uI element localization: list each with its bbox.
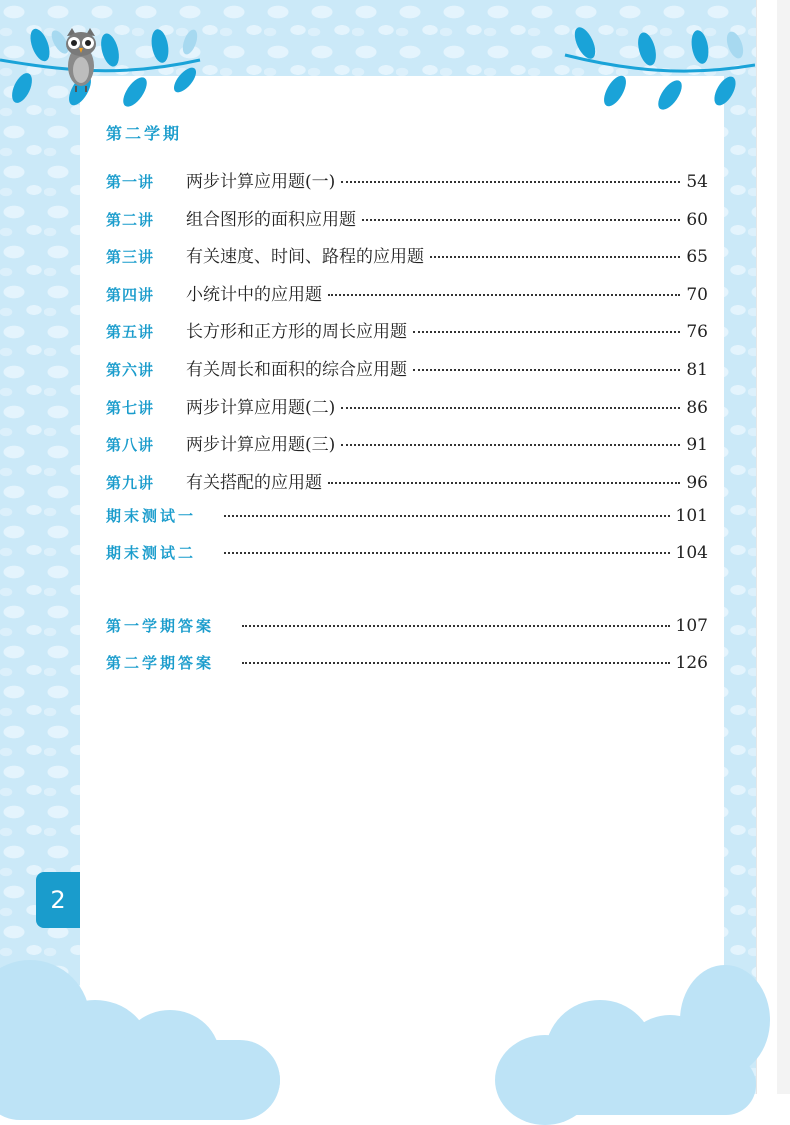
toc-leader xyxy=(362,209,680,221)
toc-leader xyxy=(341,171,680,183)
toc-page-number: 126 xyxy=(675,653,708,673)
leaf-branch-icon xyxy=(0,20,220,115)
toc-lecture-label: 第四讲 xyxy=(106,286,155,304)
toc-leader xyxy=(242,652,670,664)
toc-page-number: 81 xyxy=(686,360,708,380)
toc-row[interactable] xyxy=(106,468,708,492)
toc-page-number: 91 xyxy=(686,435,708,455)
toc-row[interactable] xyxy=(106,205,708,229)
toc-page-number: 65 xyxy=(686,247,708,267)
toc-title: 有关搭配的应用题 xyxy=(186,473,322,493)
toc-row[interactable] xyxy=(106,393,708,417)
toc-lecture-label: 第五讲 xyxy=(106,323,155,341)
toc-title: 长方形和正方形的周长应用题 xyxy=(186,322,407,342)
toc-row[interactable] xyxy=(106,652,708,676)
toc-leader xyxy=(413,359,680,371)
toc-lecture-label: 第九讲 xyxy=(106,474,155,492)
toc-row[interactable] xyxy=(106,615,708,639)
toc-title: 有关周长和面积的综合应用题 xyxy=(186,360,407,380)
cloud-icon xyxy=(0,1040,280,1120)
toc-page-number: 76 xyxy=(686,322,708,342)
toc-lecture-label: 第八讲 xyxy=(106,436,155,454)
toc-page-number: 104 xyxy=(675,543,708,563)
toc-lecture-label: 第二讲 xyxy=(106,211,155,229)
page-edge xyxy=(756,0,790,1094)
toc-page-number: 101 xyxy=(675,506,708,526)
toc-title: 两步计算应用题(一) xyxy=(186,172,336,192)
toc-row[interactable] xyxy=(106,242,708,266)
toc-title: 两步计算应用题(三) xyxy=(186,435,336,455)
toc-row[interactable] xyxy=(106,542,708,566)
toc-page-number: 96 xyxy=(686,473,708,493)
toc-page-number: 54 xyxy=(686,172,708,192)
toc-page-number: 107 xyxy=(675,616,708,636)
toc-row[interactable] xyxy=(106,280,708,304)
toc-leader xyxy=(224,505,670,517)
toc-page-number: 86 xyxy=(686,398,708,418)
toc-leader xyxy=(328,472,680,484)
toc-row[interactable] xyxy=(106,505,708,529)
toc-lecture-label: 第一讲 xyxy=(106,173,155,191)
toc-leader xyxy=(242,615,670,627)
toc-page-number: 60 xyxy=(686,210,708,230)
toc-exam-label: 期末测试二 xyxy=(106,544,197,562)
toc-lecture-label: 第六讲 xyxy=(106,361,155,379)
toc-page-number: 70 xyxy=(686,285,708,305)
section-heading: 第二学期 xyxy=(106,124,183,143)
cloud-icon xyxy=(500,1055,756,1115)
toc-row[interactable] xyxy=(106,167,708,191)
toc-row[interactable] xyxy=(106,430,708,454)
toc-row[interactable] xyxy=(106,355,708,379)
toc-title: 有关速度、时间、路程的应用题 xyxy=(186,247,424,267)
toc-answers-label: 第二学期答案 xyxy=(106,654,215,672)
toc-exam-label: 期末测试一 xyxy=(106,507,197,525)
toc-row[interactable] xyxy=(106,317,708,341)
toc-leader xyxy=(328,284,680,296)
toc-answers-label: 第一学期答案 xyxy=(106,617,215,635)
toc-lecture-label: 第三讲 xyxy=(106,248,155,266)
owl-icon xyxy=(62,26,100,92)
toc-leader xyxy=(430,246,680,258)
page-number-tab: 2 xyxy=(36,872,80,928)
leaf-branch-icon xyxy=(555,25,755,115)
toc-leader xyxy=(413,321,680,333)
toc-title: 小统计中的应用题 xyxy=(186,285,322,305)
toc-lecture-label: 第七讲 xyxy=(106,399,155,417)
toc-leader xyxy=(341,397,680,409)
toc-title: 组合图形的面积应用题 xyxy=(186,210,356,230)
toc-leader xyxy=(341,434,680,446)
toc-leader xyxy=(224,542,670,554)
toc-title: 两步计算应用题(二) xyxy=(186,398,336,418)
